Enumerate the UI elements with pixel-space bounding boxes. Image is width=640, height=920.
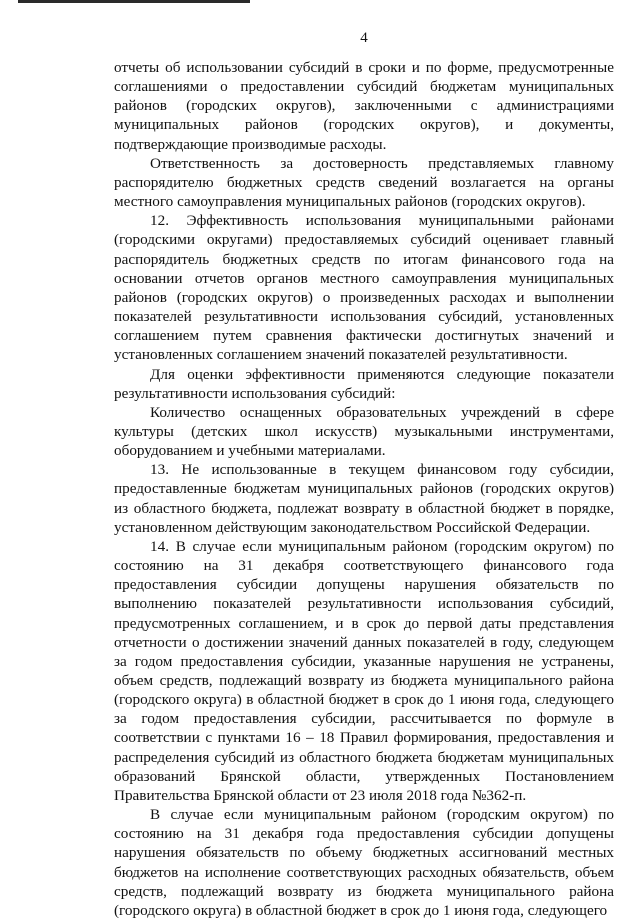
paragraph-13-unused-subsidies: 13. Не использованные в текущем финансовом году субсидии, предоставленные бюджетам муниципальных районов (городских округов) из областного бюджета, подлежат возврату в областной бюджет в порядке, установленном действующим законодательством Российской Федерации. (114, 461, 614, 536)
paragraph-14-violations: 14. В случае если муниципальным районом (городским округом) по состоянию на 31 декабря соответствующего финансового года предоставления субсидии допущены нарушения обязательств по выполнению показателей результативности использования субсидий, предусмотренных соглашением, и в срок до первой даты представления отчетности о достижении значений данных показателей в году, следующем за годом предоставления субсидии, указанные нарушения не устранены, объем средств, подлежащий возврату из бюджета муниципального района (городского округа) в областной бюджет в срок до 1 июня года, следующего за годом предоставления субсидии, рассчитывается по формуле в соответствии с пунктами 16 – 18 Правил формирования, предоставления и распределения субсидий из областного бюджета бюджетам муниципальных образований Брянской области, утвержденных Постановлением Правительства Брянской области от 23 июля 2018 года №362-п. (114, 537, 614, 804)
paragraph-12-efficiency: 12. Эффективность использования муниципальными районами (городскими округами) предоставляемых субсидий оценивает главный распорядитель бюджетных средств по итогам финансового года на основании отчетов органов местного самоуправления муниципальных районов (городских округов) о произведенных расходах и выполнении показателей результативности использования субсидий, установленных соглашением путем сравнения фактически достигнутых значений и установленных соглашением значений показателей результативности. (114, 212, 614, 364)
paragraph-reports: отчеты об использовании субсидий в сроки и по форме, предусмотренные соглашениями о предоставлении субсидий бюджетам муниципальных районов (городских округов), заключенными с администрациями муниципальных районов (городских округов), и документы, подтверждающие производимые расходы. (114, 59, 614, 153)
document-body (114, 58, 614, 920)
paragraph-indicator-equipped-institutions: Количество оснащенных образовательных учреждений в сфере культуры (детских школ искусств) музыкальными инструментами, оборудованием и учебными материалами. (114, 403, 614, 460)
paragraph-indicators-intro: Для оценки эффективности применяются следующие показатели результативности использования субсидий: (114, 365, 614, 402)
paragraph-budget-obligations: В случае если муниципальным районом (городским округом) по состоянию на 31 декабря года предоставления субсидии допущены нарушения обязательств по объему бюджетных ассигнований местных бюджетов на исполнение соответствующих расходных обязательств, объем средств, подлежащий возврату из бюджета муниципального района (городского округа) в областной бюджет в срок до 1 июня года, следующего (114, 806, 614, 919)
top-scan-rule (18, 0, 250, 3)
page-number: 4 (360, 30, 368, 46)
paragraph-responsibility: Ответственность за достоверность представляемых главному распорядителю бюджетных средств сведений возлагается на органы местного самоуправления муниципальных районов (городских округов). (114, 154, 614, 211)
